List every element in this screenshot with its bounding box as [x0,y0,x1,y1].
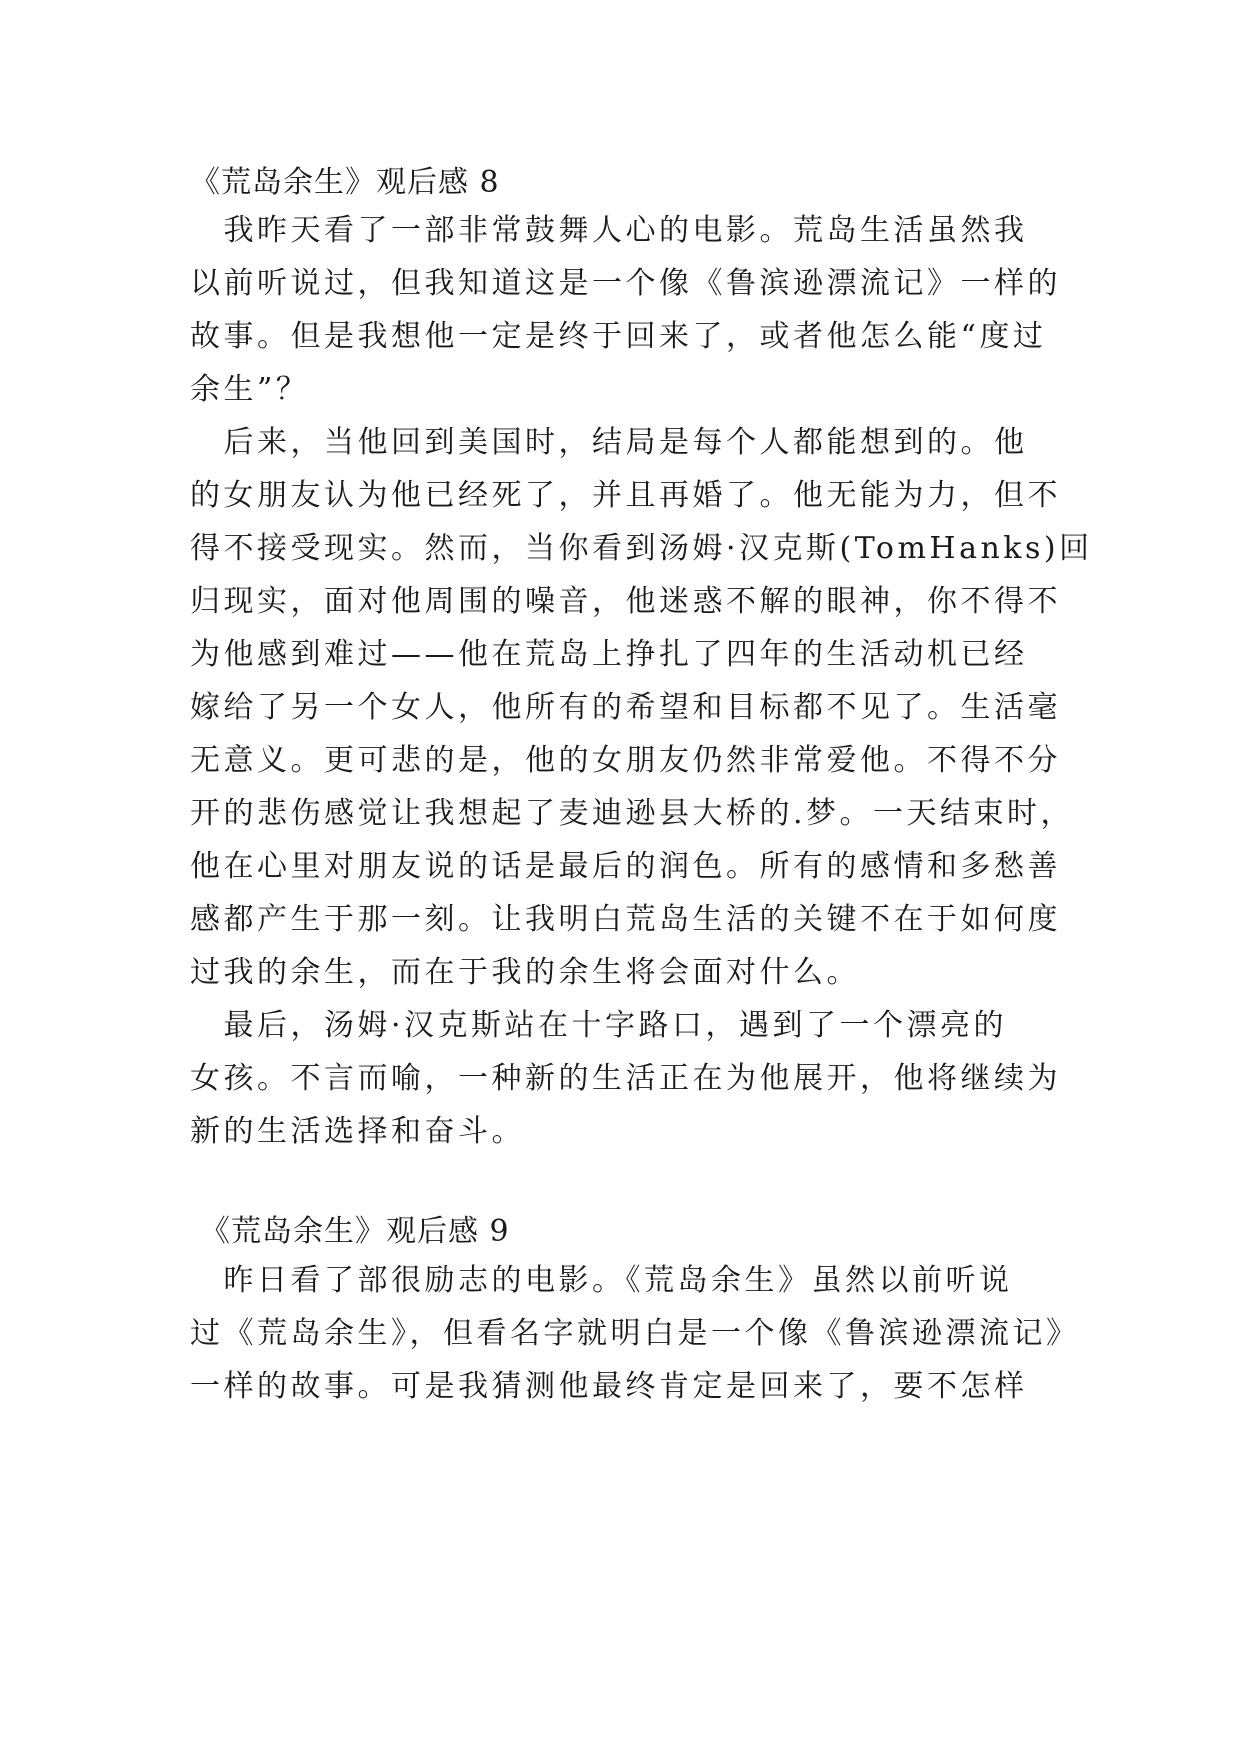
paragraph-line: 得不接受现实。然而，当你看到汤姆·汉克斯(TomHanks)回 [190,531,1093,566]
paragraph-line: 女孩。不言而喻，一种新的生活正在为他展开，他将继续为 [190,1061,1061,1096]
paragraph-line: 余生”？ [190,372,310,407]
paragraph-line: 故事。但是我想他一定是终于回来了，或者他怎么能“度过 [190,319,1047,354]
paragraph-line: 感都产生于那一刻。让我明白荒岛生活的关键不在于如何度 [190,902,1061,937]
section-title: 《荒岛余生》观后感 8 [190,165,500,200]
paragraph-line: 一样的故事。可是我猜测他最终肯定是回来了，要不怎样 [190,1369,1028,1404]
paragraph-line: 归现实，面对他周围的噪音，他迷惑不解的眼神，你不得不 [190,584,1061,619]
paragraph-line: 过《荒岛余生》，但看名字就明白是一个像《鲁滨逊漂流记》 [190,1316,1080,1351]
paragraph-line: 的女朋友认为他已经死了，并且再婚了。他无能为力，但不 [190,478,1061,513]
paragraph-line: 新的生活选择和奋斗。 [190,1114,525,1149]
paragraph-line: 嫁给了另一个女人，他所有的希望和目标都不见了。生活毫 [190,690,1061,725]
paragraph-line: 我昨天看了一部非常鼓舞人心的电影。荒岛生活虽然我 [190,213,1028,248]
paragraph-line: 他在心里对朋友说的话是最后的润色。所有的感情和多愁善 [190,849,1061,884]
section-title: 《荒岛余生》观后感 9 [200,1214,510,1249]
paragraph-line: 过我的余生，而在于我的余生将会面对什么。 [190,955,860,990]
paragraph-line: 无意义。更可悲的是，他的女朋友仍然非常爱他。不得不分 [190,743,1061,778]
paragraph-line: 昨日看了部很励志的电影。《荒岛余生》虽然以前听说 [190,1263,1013,1298]
paragraph-line: 后来，当他回到美国时，结局是每个人都能想到的。他 [190,425,1028,460]
paragraph-line: 开的悲伤感觉让我想起了麦迪逊县大桥的.梦。一天结束时， [190,796,1075,831]
paragraph-line: 最后，汤姆·汉克斯站在十字路口，遇到了一个漂亮的 [190,1008,1008,1043]
paragraph-line: 以前听说过，但我知道这是一个像《鲁滨逊漂流记》一样的 [190,266,1061,301]
paragraph-line: 为他感到难过——他在荒岛上挣扎了四年的生活动机已经 [190,637,1028,672]
